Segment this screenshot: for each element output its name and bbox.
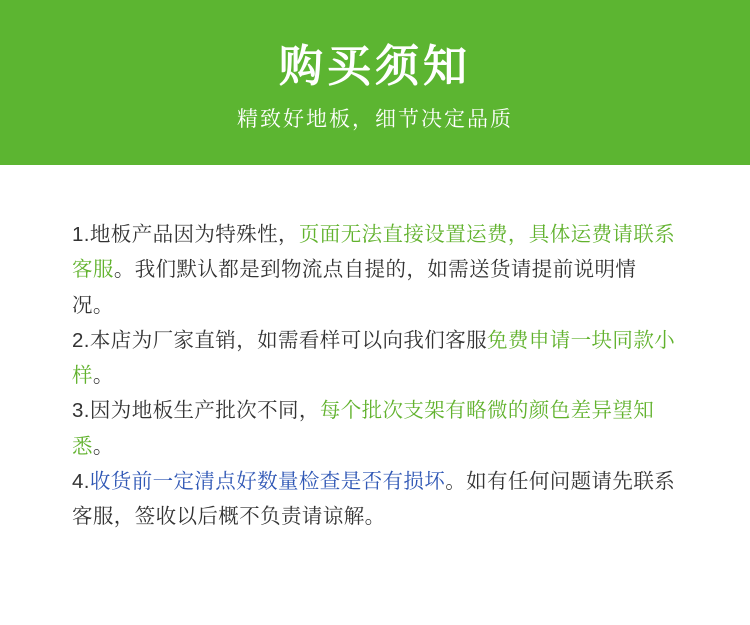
page-title: 购买须知: [279, 41, 471, 91]
notice-segment: 。: [92, 434, 114, 458]
notice-segment: 本店为厂家直销，如需看样可以向我们客服: [89, 328, 488, 352]
page-subtitle: 精致好地板，细节决定品质: [237, 108, 513, 132]
notice-index-4: 4.: [72, 469, 90, 493]
banner-header: [0, 0, 750, 165]
notice-segment: 。如有任何问题请先联系客服，签收以后概不负责请谅解。: [72, 469, 676, 528]
notice-index-1: 1.: [72, 223, 90, 246]
notice-item-1: [72, 217, 678, 323]
notice-segment-highlight: 收货前一定清点好数量检查是否有损坏: [89, 469, 446, 493]
notice-segment-highlight: 页面无法直接设置运费，具体运费请联系客服: [72, 223, 676, 282]
notice-index-2: 2.: [72, 328, 90, 352]
notice-segment-highlight: 每个批次支架有略微的颜色差异望知悉: [72, 399, 655, 458]
notice-item-2: [72, 323, 678, 394]
notice-segment: 。我们默认都是到物流点自提的，如需送货请提前说明情况。: [72, 258, 637, 317]
notice-item-3: [72, 393, 678, 464]
notice-segment-highlight: 免费申请一块同款小样: [72, 328, 676, 387]
notice-segment: 。: [92, 364, 114, 387]
notice-item-4: [72, 464, 678, 535]
notice-segment: 因为地板生产批次不同，: [89, 399, 320, 423]
notice-segment: 地板产品因为特殊性，: [89, 223, 299, 246]
notice-list: [0, 165, 750, 534]
notice-index-3: 3.: [72, 399, 90, 423]
